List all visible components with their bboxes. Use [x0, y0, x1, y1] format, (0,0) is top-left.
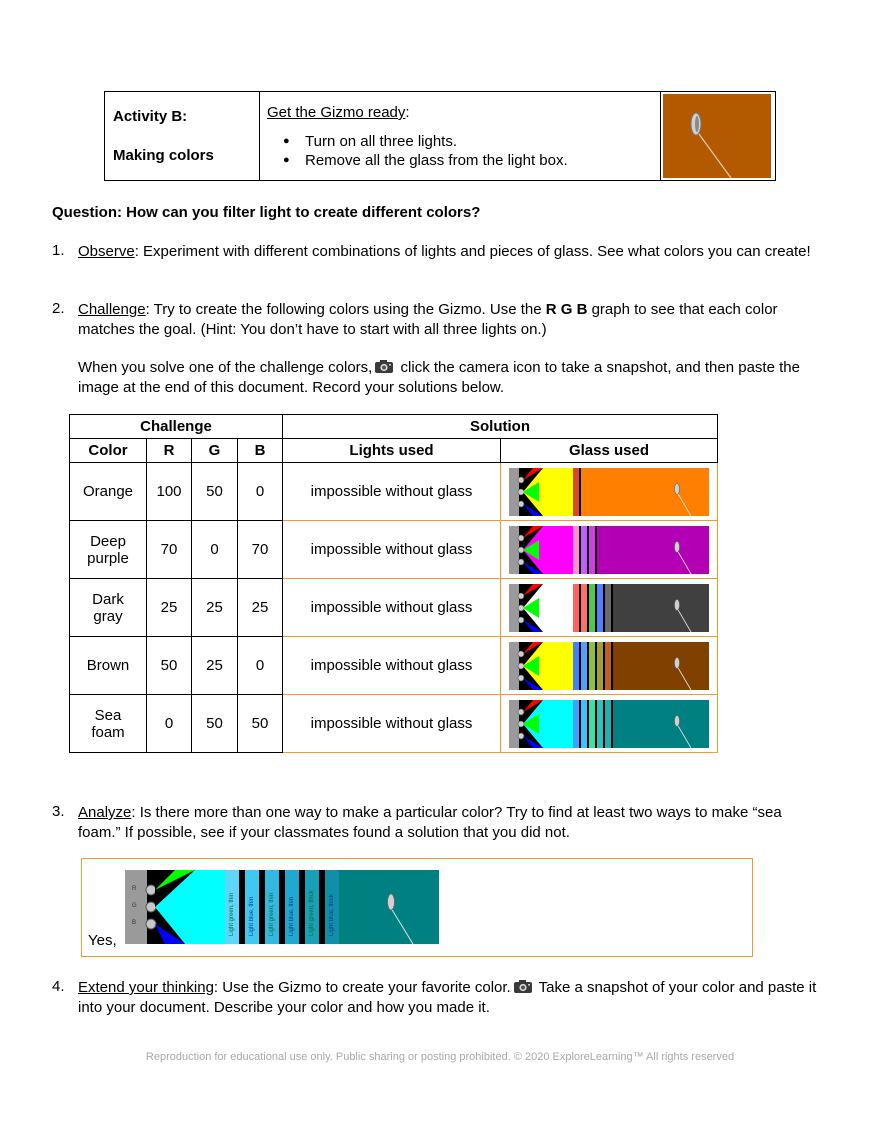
main-question: Question: How can you filter light to create different colors? [52, 204, 481, 221]
column-header: Glass used [501, 439, 718, 463]
answer-box [81, 858, 753, 957]
solution-group-header: Solution [283, 415, 718, 439]
activity-header-box [104, 91, 776, 181]
b-cell: 0 [238, 463, 283, 521]
extend-paragraph: Extend your thinking: Use the Gizmo to create your favorite color. Take a snapshot of your color and paste it into your document. Describe your color and how you made it. [78, 979, 817, 1016]
footer-copyright: Reproduction for educational use only. Public sharing or posting prohibited. © 2020 ExploreLearning™ All rights reserved [145, 1051, 735, 1063]
challenge-paragraph: Challenge: Try to create the following colors using the Gizmo. Use the R G B graph to see that each color matches the goal. (Hint: You don’t have to start with all three lights on.) [78, 301, 778, 338]
r-cell: 70 [147, 521, 192, 579]
r-cell: 50 [147, 637, 192, 695]
activity-label: Activity B: [113, 108, 188, 125]
snapshot-graphic [509, 526, 709, 574]
r-cell: 0 [147, 695, 192, 753]
glass-label: Light blue, thin [249, 896, 255, 936]
lights-used-cell: impossible without glass [283, 637, 501, 695]
snapshot-graphic [509, 468, 709, 516]
glass-label: Light blue, thin [289, 896, 295, 936]
r-cell: 25 [147, 579, 192, 637]
g-cell: 25 [192, 637, 238, 695]
table-row [70, 521, 718, 579]
column-header: Lights used [283, 439, 501, 463]
analyze-term: Analyze [78, 804, 132, 821]
b-cell: 50 [238, 695, 283, 753]
answer-text: Yes, [88, 932, 117, 949]
gizmo-snapshot [509, 700, 709, 748]
challenge-table [69, 414, 718, 753]
glass-label: Light green, thin [269, 892, 275, 936]
b-cell: 70 [238, 521, 283, 579]
glass-label: Light green, thin [229, 892, 235, 936]
challenge-term: Challenge [78, 301, 146, 318]
prep-list [267, 132, 568, 170]
gizmo-thumbnail-cell [661, 92, 775, 180]
table-row [70, 637, 718, 695]
column-header: G [192, 439, 238, 463]
gizmo-snapshot [509, 526, 709, 574]
glass-label: Light blue, thick [329, 894, 335, 936]
gizmo-thumbnail-image [663, 94, 771, 178]
color-cell: Brown [70, 637, 147, 695]
gizmo-snapshot [509, 468, 709, 516]
rgb-letter: B [132, 920, 137, 926]
color-cell: Dark gray [70, 579, 147, 637]
extend-term: Extend your thinking [78, 979, 214, 996]
table-row [70, 695, 718, 753]
gizmo-snapshot [509, 584, 709, 632]
table-row [70, 463, 718, 521]
glass-used-cell [501, 579, 718, 637]
color-cell: Orange [70, 463, 147, 521]
glass-label: Light green, thick [309, 890, 315, 936]
gizmo-snapshot [509, 642, 709, 690]
observe-term: Observe [78, 243, 135, 260]
prep-item: ● Turn on all three lights. [267, 132, 568, 151]
rgb-letter: R [132, 886, 137, 892]
prep-heading: Get the Gizmo ready [267, 104, 406, 121]
item-number: 4. [52, 978, 65, 995]
camera-icon[interactable] [513, 979, 533, 993]
rgb-letter: G [132, 903, 137, 909]
g-cell: 25 [192, 579, 238, 637]
lights-used-cell: impossible without glass [283, 521, 501, 579]
challenge-group-header: Challenge [70, 415, 283, 439]
lights-used-cell: impossible without glass [283, 695, 501, 753]
snapshot-instruction: When you solve one of the challenge colors, click the camera icon to take a snapshot, and then paste the image at the end of this document. Record your solutions below. [78, 359, 800, 396]
activity-title: Making colors [113, 147, 214, 164]
lights-used-cell: impossible without glass [283, 579, 501, 637]
glass-used-cell [501, 521, 718, 579]
g-cell: 0 [192, 521, 238, 579]
g-cell: 50 [192, 695, 238, 753]
snapshot-graphic [509, 584, 709, 632]
color-cell: Deep purple [70, 521, 147, 579]
item-number: 2. [52, 300, 65, 317]
b-cell: 0 [238, 637, 283, 695]
color-cell: Sea foam [70, 695, 147, 753]
item-number: 3. [52, 803, 65, 820]
r-cell: 100 [147, 463, 192, 521]
glass-used-cell [501, 463, 718, 521]
analyze-paragraph: Analyze: Is there more than one way to make a particular color? Try to find at least two ways to make “sea foam.” If possible, see if your classmates found a solution that you did not. [78, 804, 782, 841]
column-header: R [147, 439, 192, 463]
table-row [70, 579, 718, 637]
lights-used-cell: impossible without glass [283, 463, 501, 521]
g-cell: 50 [192, 463, 238, 521]
b-cell: 25 [238, 579, 283, 637]
activity-title-cell [105, 92, 260, 180]
snapshot-graphic [509, 700, 709, 748]
prep-item: ● Remove all the glass from the light box. [267, 151, 568, 170]
column-header: B [238, 439, 283, 463]
prep-cell: Get the Gizmo ready: ● Turn on all three lights. ● Remove all the glass from the light box. [260, 92, 661, 180]
glass-used-cell [501, 637, 718, 695]
column-header: Color [70, 439, 147, 463]
camera-icon[interactable] [374, 359, 394, 373]
snapshot-graphic [509, 642, 709, 690]
glass-used-cell [501, 695, 718, 753]
item-number: 1. [52, 242, 65, 259]
observe-paragraph: Observe: Experiment with different combinations of lights and pieces of glass. See what colors you can create! [78, 243, 811, 260]
sea-foam-snapshot [125, 870, 439, 944]
